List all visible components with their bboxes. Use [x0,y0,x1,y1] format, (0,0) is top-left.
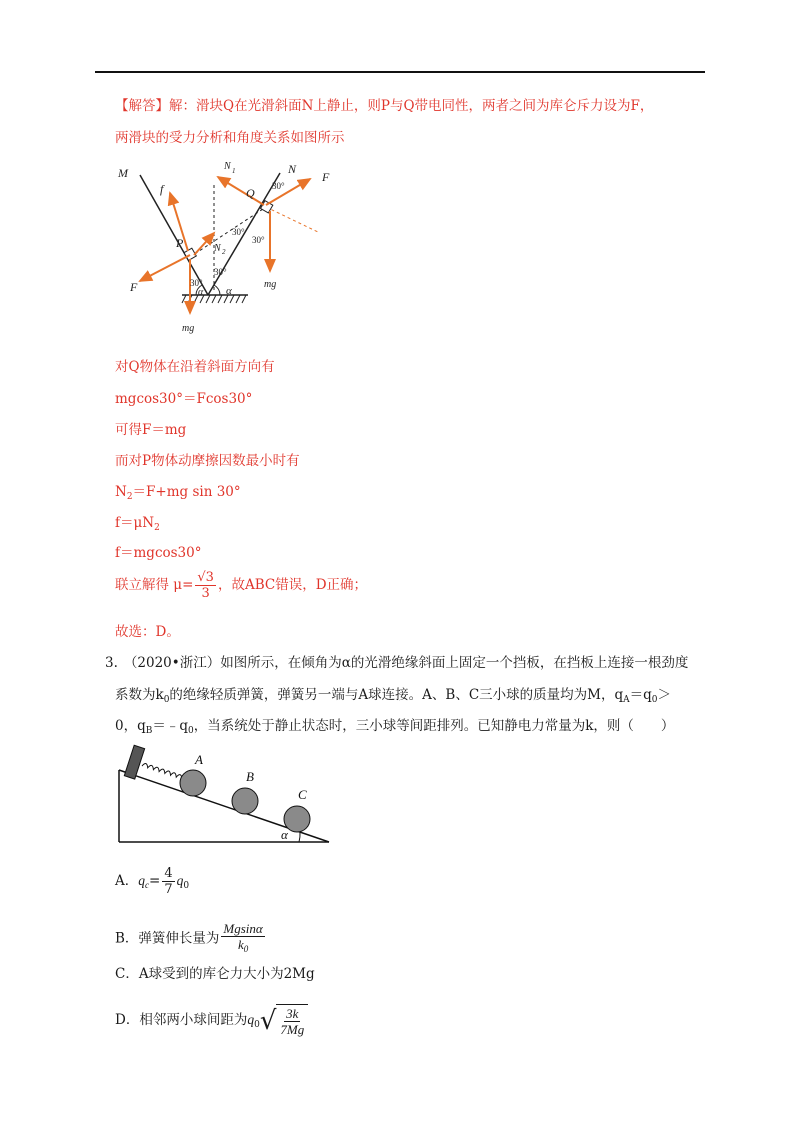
ball-b [232,788,258,814]
svg-text:30°: 30° [190,278,203,288]
label-F-q: F [322,170,330,184]
fraction-4-7: $\frac{4}{7}$ [164,866,173,897]
spring [142,763,183,779]
dashed-normal [266,207,320,233]
step-7: f＝mgcos30° [115,545,202,561]
angle-arc-right [214,285,220,295]
sqrt-expression: √ $\frac{3k}{7Mg}$ [260,1004,308,1037]
label-A: A [195,752,203,767]
fraction-mgsin-k0: $\frac{Mgsin\alpha}{k_0}$ [223,921,263,954]
dashed-pq [190,207,266,257]
step-6: $f=\mu N_2$ [115,515,160,533]
label-N2: N [214,243,221,254]
step-4: 而对P物体动摩擦因数最小时有 [115,453,300,469]
label-mg-p: mg [182,323,195,334]
arrow-N2 [194,233,214,255]
choose-answer: 故选：D。 [115,624,180,640]
label-C: C [298,787,307,802]
option-d[interactable]: D．相邻两小球间距为$q_0$ √ $\frac{3k}{7Mg}$ [115,1004,308,1037]
label-F-p: F [130,280,138,294]
force-diagram [110,155,340,335]
step-2: mgcos30°＝Fcos30° [115,391,253,407]
label-M: M [118,166,128,180]
arrow-F-p [140,255,190,281]
step-8: 联立解得 μ= $\frac{√3}{3}$ ，故ABC错误，D正确； [115,570,368,601]
label-P: P [176,236,184,250]
alpha-arc [299,832,300,842]
label-N1-sub: 1 [232,167,236,175]
option-c[interactable]: C．A球受到的库仑力大小为2Mg [115,966,315,982]
label-N: N [288,162,297,176]
step-3: 可得F＝mg [115,422,187,438]
label-B: B [246,769,254,784]
svg-text:α: α [226,285,232,297]
incline-diagram [115,740,335,848]
label-alpha: α [281,827,288,842]
solution-line-2: 两滑块的受力分析和角度关系如图所示 [115,130,345,146]
ground-hatch [182,295,246,303]
svg-text:30°: 30° [232,227,245,237]
question-number: 3. [105,655,118,671]
svg-text:30°: 30° [214,267,227,277]
incline-m [140,175,208,295]
solution-line-1: 【解答】解：滑块Q在光滑斜面N上静止，则P与Q带电同性，两者之间为库仑斥力设为F， [115,98,654,114]
label-f: f [160,182,164,196]
solution-tag: 【解答】 [115,98,169,114]
ball-c [284,806,310,832]
fraction-sqrt3-over-3: $\frac{√3}{3}$ [197,570,214,601]
step-5: $N_2=F+mg$ sin 30° [115,484,241,502]
question-line-2: 系数为$k_0$的绝缘轻质弹簧，弹簧另一端与A球连接。A、B、C三小球的质量均为M，$q_A=q_0>$ [115,687,672,705]
svg-text:30°: 30° [252,235,265,245]
header-rule [95,71,705,73]
svg-text:30°: 30° [272,181,285,191]
question-line-3: 0，$q_B=﹣q_0$，当系统处于静止状态时，三小球等间距排列。已知静电力常量为k，则（ ） [115,718,675,736]
step-1: 对Q物体在沿着斜面方向有 [115,359,275,375]
option-b[interactable]: B．弹簧伸长量为 $\frac{Mgsin\alpha}{k_0}$ [115,921,267,957]
svg-text:α: α [198,287,204,298]
option-a[interactable]: A．$q_c=$ $\frac{4}{7}$ $q_0$ [115,866,190,897]
fixed-plate [124,745,144,779]
question-line-1: 3. （2020•浙江）如图所示，在倾角为α的光滑绝缘斜面上固定一个挡板，在挡板上连接一根劲度 [105,655,689,671]
label-N1: N [224,161,231,172]
ball-a [180,770,206,796]
label-N2-sub: 2 [222,248,226,256]
question-source: （2020•浙江） [123,655,221,671]
arrow-N1 [218,177,264,205]
label-mg-q: mg [264,279,277,290]
label-Q: Q [246,186,255,200]
